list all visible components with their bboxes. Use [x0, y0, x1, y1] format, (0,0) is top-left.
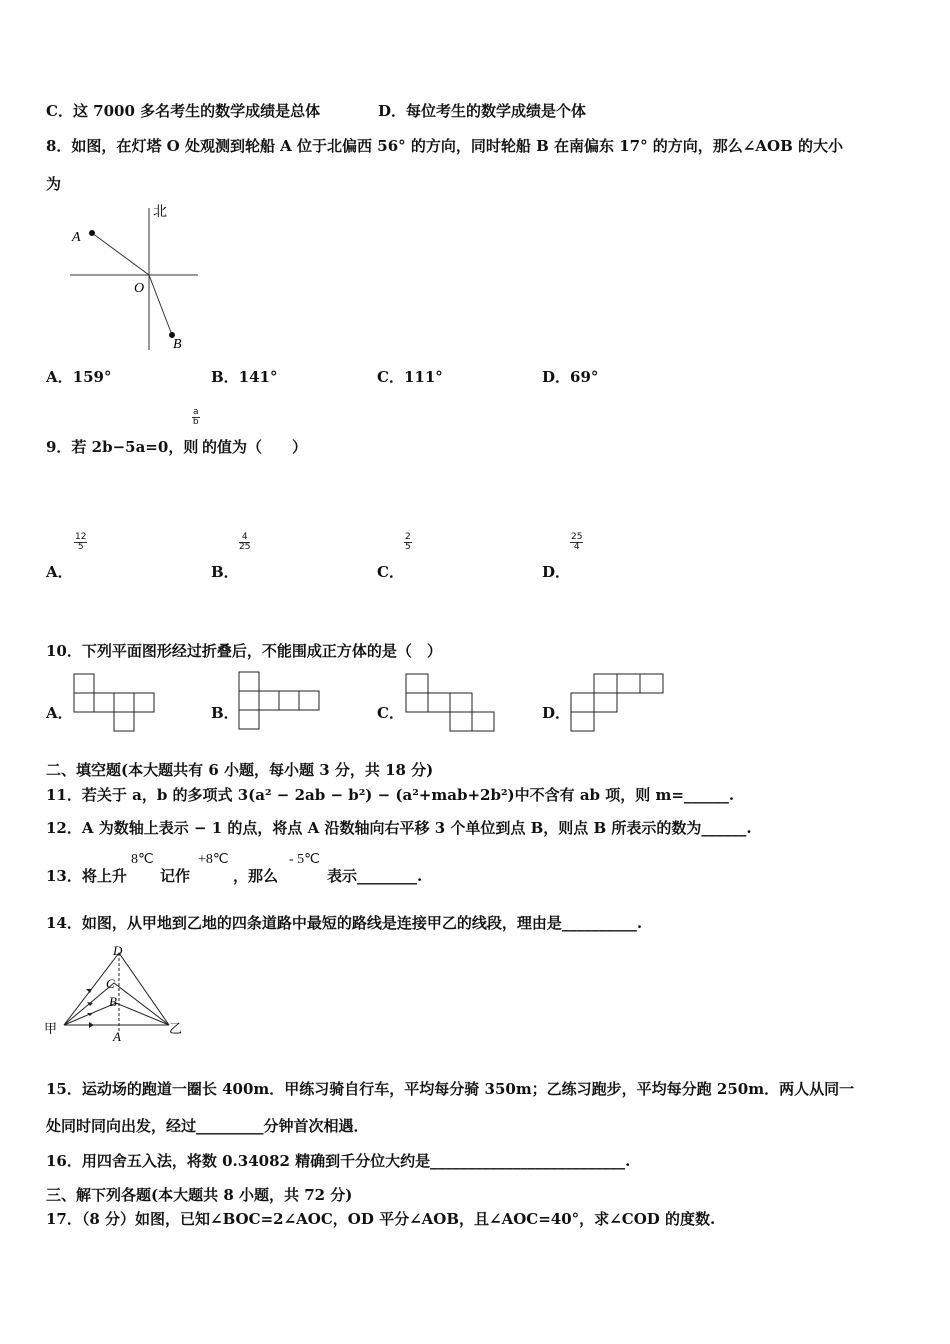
q9-option-a-label: A．	[46, 563, 73, 581]
q9-frac-num: a	[193, 407, 199, 417]
q14-label-b: B	[109, 994, 117, 1009]
q9-option-d-frac	[570, 533, 583, 552]
q9-option-a-frac	[74, 533, 87, 552]
q8-ray-oa	[92, 233, 149, 275]
q10-option-c-net	[406, 674, 506, 736]
q8-option-d: D．69°	[542, 368, 599, 386]
q8-option-a: A．159°	[46, 368, 112, 386]
q14-stem: 14．如图，从甲地到乙地的四条道路中最短的路线是连接甲乙的线段，理由是__________.	[46, 914, 643, 932]
q9-fraction-a-over-b	[192, 408, 200, 427]
q14-roads-figure	[44, 945, 194, 1045]
q9-option-d-den: 4	[573, 542, 580, 552]
q12-text: 12．A 为数轴上表示 − 1 的点，将点 A 沿数轴向右平移 3 个单位到点 B，则点 B 所表示的数为______.	[46, 819, 752, 837]
q7-option-c: C．这 7000 多名考生的数学成绩是总体	[46, 102, 321, 120]
q14-road-via-d	[64, 953, 169, 1025]
q13-part4: 表示________.	[327, 867, 423, 885]
q15-line1: 15．运动场的跑道一圈长 400m．甲练习骑自行车，平均每分骑 350m；乙练习跑步，平均每分跑 250m．两人从同一	[46, 1080, 855, 1098]
q9-option-c-frac	[404, 533, 412, 552]
q10-stem: 10．下列平面图形经过折叠后，不能围成正方体的是（ ）	[46, 642, 442, 660]
q13-temp2: +8℃	[198, 852, 229, 867]
q17-text: 17．（8 分）如图，已知∠BOC=2∠AOC，OD 平分∠AOB，且∠AOC=40°，求∠COD 的度数.	[46, 1210, 716, 1228]
q16-text: 16．用四舍五入法，将数 0.34082 精确到千分位大约是__________________________.	[46, 1152, 631, 1170]
q9-option-b-label: B．	[211, 563, 239, 581]
q13-temp3: - 5℃	[289, 852, 320, 867]
q14-label-a: A	[113, 1029, 121, 1044]
q9-option-c-den: 5	[405, 542, 411, 552]
q8-label-o: O	[134, 281, 145, 296]
q9-frac-den: b	[192, 417, 199, 427]
q11-text: 11．若关于 a，b 的多项式 3(a² − 2ab − b²) − (a²+mab+2b²)中不含有 ab 项，则 m=______.	[46, 786, 735, 804]
q9-option-d-num: 25	[571, 532, 583, 542]
q8-stem-line1: 8．如图，在灯塔 O 处观测到轮船 A 位于北偏西 56° 的方向，同时轮船 B 在南偏东 17° 的方向，那么∠AOB 的大小	[46, 137, 843, 155]
q9-option-b-num: 4	[239, 533, 250, 543]
q10-option-b-label: B．	[211, 704, 239, 722]
q9-stem-a: 9．若 2b−5a=0，则	[46, 438, 199, 456]
q13-part1: 13．将上升	[46, 867, 127, 885]
q14-label-jia: 甲	[44, 1022, 58, 1037]
q8-option-c: C．111°	[377, 368, 443, 386]
q8-compass-figure	[60, 200, 210, 360]
q13-part2: 记作	[160, 867, 191, 885]
q10-option-b-net	[239, 672, 329, 734]
q10-option-a-net	[74, 674, 164, 736]
q9-stem-b: 的值为（ ）	[202, 438, 308, 456]
q9-option-c-num: 2	[405, 532, 411, 542]
q15-line2: 处同时同向出发，经过_________分钟首次相遇．	[46, 1117, 369, 1135]
q9-option-a-num: 12	[75, 532, 87, 542]
q8-north-label: 北	[153, 204, 167, 220]
q13-temp1: 8℃	[131, 852, 154, 867]
q14-label-yi: 乙	[169, 1022, 183, 1037]
q9-option-c-label: C．	[377, 563, 404, 581]
q13-part3: ，那么	[233, 867, 279, 885]
q8-ray-ob	[149, 275, 172, 335]
q7-option-d: D．每位考生的数学成绩是个体	[378, 102, 587, 120]
q9-option-a-den: 5	[77, 542, 84, 552]
q14-label-c: C	[106, 976, 115, 991]
q8-option-b: B．141°	[211, 368, 278, 386]
q10-option-c-label: C．	[377, 704, 404, 722]
q8-point-a	[89, 230, 95, 236]
q10-option-d-label: D．	[542, 704, 571, 722]
q9-option-b-den: 25	[239, 542, 251, 552]
q14-label-d: D	[113, 943, 123, 958]
section3-heading: 三、解下列各题(本大题共 8 小题，共 72 分)	[46, 1186, 353, 1204]
q10-option-d-net	[571, 674, 671, 736]
q8-label-a: A	[72, 230, 81, 245]
q9-option-b-frac	[239, 533, 250, 552]
q10-option-a-label: A．	[46, 704, 73, 722]
section2-heading: 二、填空题(本大题共有 6 小题，每小题 3 分，共 18 分)	[46, 761, 434, 779]
q9-option-d-label: D．	[542, 563, 571, 581]
q8-label-b: B	[173, 337, 182, 352]
q8-stem-line2: 为	[46, 175, 62, 193]
